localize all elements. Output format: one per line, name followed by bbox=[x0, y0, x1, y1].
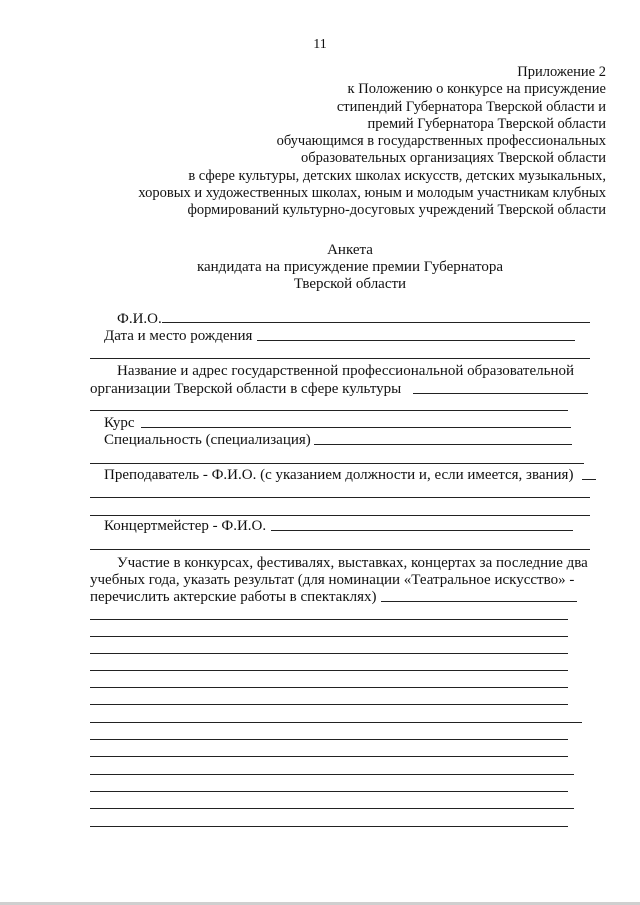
teacher-label: Преподаватель - Ф.И.О. (с указанием должности и, если имеется, звания) bbox=[104, 467, 574, 483]
page-number: 11 bbox=[313, 37, 327, 52]
participation-field-continued[interactable] bbox=[90, 791, 568, 792]
teacher-field[interactable] bbox=[582, 479, 596, 480]
appendix-line: образовательных организациях Тверской области bbox=[301, 150, 606, 167]
org-field[interactable] bbox=[413, 393, 588, 394]
form-title bbox=[0, 242, 640, 293]
participation-field-continued[interactable] bbox=[90, 739, 568, 740]
speciality-label: Специальность (специализация) bbox=[104, 432, 311, 448]
course-label: Курс bbox=[104, 415, 135, 431]
title-line: кандидата на присуждение премии Губернатора bbox=[196, 259, 504, 275]
appendix-line: хоровых и художественных школах, юным и молодым участникам клубных bbox=[138, 185, 606, 202]
accompanist-field-continued[interactable] bbox=[90, 549, 590, 550]
appendix-line: стипендий Губернатора Тверской области и bbox=[336, 98, 606, 115]
appendix-header bbox=[138, 64, 606, 220]
participation-label-line3: перечислить актерские работы в спектаклях) bbox=[90, 589, 377, 605]
participation-label-line1: Участие в конкурсах, фестивалях, выставках, концертах за последние два bbox=[117, 555, 588, 571]
participation-label-line2: учебных года, указать результат (для номинации «Театральное искусство» - bbox=[90, 572, 575, 588]
course-field[interactable] bbox=[141, 427, 571, 428]
participation-field-continued[interactable] bbox=[90, 774, 574, 775]
speciality-field[interactable] bbox=[314, 444, 572, 445]
accompanist-field[interactable] bbox=[271, 530, 573, 531]
org-field-continued[interactable] bbox=[90, 410, 568, 411]
participation-field-continued[interactable] bbox=[90, 808, 574, 809]
participation-field-continued[interactable] bbox=[90, 653, 568, 654]
org-label-line1: Название и адрес государственной профессиональной образовательной bbox=[117, 363, 575, 379]
title-line: Тверской области bbox=[293, 276, 407, 292]
speciality-field-continued[interactable] bbox=[90, 463, 584, 464]
title-line: Анкета bbox=[327, 242, 373, 258]
participation-field-continued[interactable] bbox=[90, 826, 568, 827]
participation-field-continued[interactable] bbox=[90, 704, 568, 705]
appendix-line: Приложение 2 bbox=[517, 64, 606, 80]
appendix-line: к Положению о конкурсе на присуждение bbox=[347, 81, 606, 98]
participation-field-continued[interactable] bbox=[90, 722, 582, 723]
participation-field-continued[interactable] bbox=[90, 687, 568, 688]
accompanist-label: Концертмейстер - Ф.И.О. bbox=[104, 518, 267, 534]
teacher-field-continued[interactable] bbox=[90, 497, 590, 498]
appendix-line: премий Губернатора Тверской области bbox=[367, 115, 606, 132]
participation-field-continued[interactable] bbox=[90, 619, 568, 620]
org-label-line2: организации Тверской области в сфере культуры bbox=[90, 381, 402, 397]
birth-field-continued[interactable] bbox=[90, 358, 590, 359]
birth-label: Дата и место рождения bbox=[104, 328, 253, 344]
birth-field[interactable] bbox=[257, 340, 575, 341]
appendix-line: в сфере культуры, детских школах искусств, детских музыкальных, bbox=[188, 167, 606, 184]
fio-label: Ф.И.О. bbox=[117, 311, 162, 327]
fio-field[interactable] bbox=[162, 322, 590, 323]
participation-field-continued[interactable] bbox=[90, 670, 568, 671]
appendix-line: обучающимся в государственных профессиональных bbox=[276, 133, 606, 150]
teacher-field-continued[interactable] bbox=[90, 515, 590, 516]
participation-field-continued[interactable] bbox=[90, 636, 568, 637]
appendix-line: формирований культурно-досуговых учреждений Тверской области bbox=[187, 202, 606, 219]
participation-field-continued[interactable] bbox=[90, 756, 568, 757]
participation-field[interactable] bbox=[381, 601, 577, 602]
